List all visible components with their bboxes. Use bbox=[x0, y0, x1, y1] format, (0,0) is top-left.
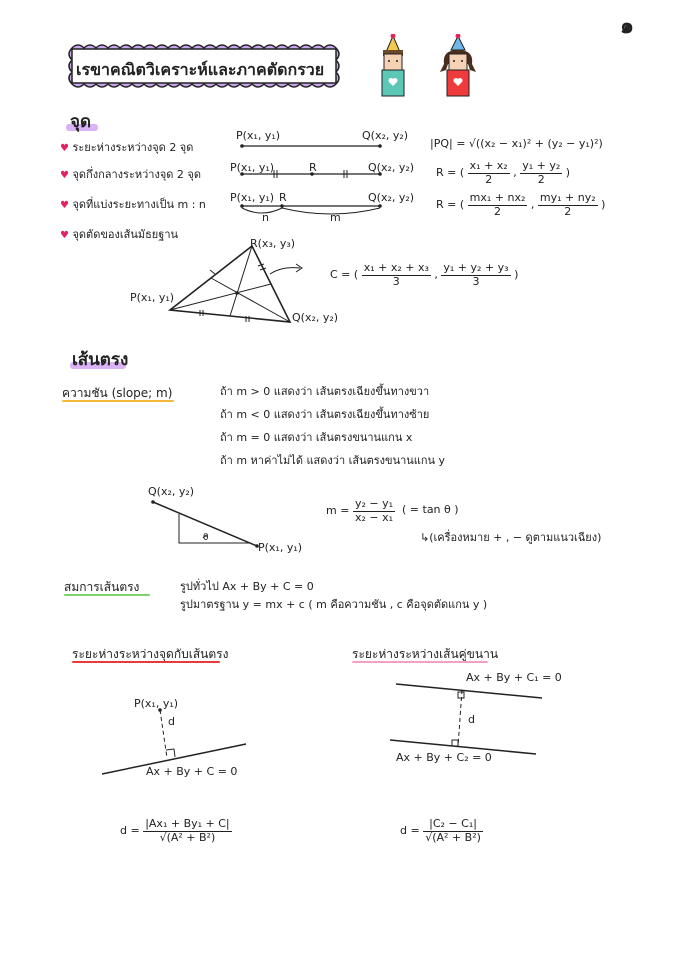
points-heading: จุด bbox=[70, 112, 92, 132]
slope-label: ความชัน (slope; m) bbox=[62, 386, 173, 400]
boy-character-icon bbox=[376, 34, 410, 100]
tan-theta-note: ( = tan θ ) bbox=[402, 503, 459, 516]
sign-note: ↳(เครื่องหมาย + , − ดูตามแนวเฉียง) bbox=[420, 531, 602, 544]
section-formula: R = ( $\frac{\text{mx₁ + nx₂}}{2}$ , $\frac{\text{my₁ + ny₂}}{2}$ ) bbox=[436, 191, 606, 218]
page-title: เรขาคณิตวิเคราะห์และภาคตัดกรวย bbox=[76, 60, 325, 79]
girl-character-icon bbox=[436, 34, 480, 100]
point-q-label: Q(x₂, y₂) bbox=[368, 161, 415, 174]
slope-formula: m = $\frac{\text{y₂ − y₁}}{\text{x₂ − x₁}}$ bbox=[326, 497, 393, 524]
page-number: ๑ bbox=[620, 14, 634, 39]
point-p-label: P(x₁, y₁) bbox=[134, 697, 179, 710]
point-p-label: P(x₁, y₁) bbox=[230, 161, 275, 174]
list-item: ♥ ระยะห่างระหว่างจุด 2 จุด bbox=[60, 141, 194, 154]
slope-rule: ถ้า m = 0 แสดงว่า เส้นตรงขนานแกน x bbox=[220, 431, 413, 444]
list-item: ♥ จุดตัดของเส้นมัธยฐาน bbox=[60, 228, 179, 241]
distance-parallel-heading: ระยะห่างระหว่างเส้นคู่ขนาน bbox=[352, 647, 499, 661]
point-q-label: Q(x₂, y₂) bbox=[368, 191, 415, 204]
slope-label-underline bbox=[62, 400, 174, 402]
d-label: d bbox=[468, 713, 475, 726]
heart-bullet-icon: ♥ bbox=[60, 143, 69, 154]
slope-q-label: Q(x₂, y₂) bbox=[148, 485, 195, 498]
triangle-r-label: R(x₃, y₃) bbox=[250, 237, 296, 250]
list-item: ♥ จุดที่แบ่งระยะทางเป็น m : n bbox=[60, 198, 206, 211]
point-q-label: Q(x₂, y₂) bbox=[362, 129, 409, 142]
equation-standard: รูปมาตรฐาน y = mx + c ( m คือความชัน , c คือจุดตัดแกน y ) bbox=[180, 598, 488, 611]
slope-rule: ถ้า m < 0 แสดงว่า เส้นตรงเฉียงขึ้นทางซ้าย bbox=[220, 408, 430, 421]
distance-point-line-heading: ระยะห่างระหว่างจุดกับเส้นตรง bbox=[72, 647, 229, 661]
point-p-label: P(x₁, y₁) bbox=[230, 191, 275, 204]
line2-equation: Ax + By + C₂ = 0 bbox=[396, 751, 492, 764]
distance-point-line-formula: d = $\frac{\text{|Ax₁ + By₁ + C|}}{\text{√(A² + B²)}}$ bbox=[120, 817, 230, 844]
theta-label: θ bbox=[203, 533, 209, 543]
point-r-label: R bbox=[279, 191, 287, 204]
equation-label: สมการเส้นตรง bbox=[64, 580, 140, 594]
ratio-m-label: m bbox=[330, 211, 341, 224]
line-equation-label: Ax + By + C = 0 bbox=[146, 765, 238, 778]
slope-rule: ถ้า m > 0 แสดงว่า เส้นตรงเฉียงขึ้นทางขวา bbox=[220, 385, 430, 398]
ratio-n-label: n bbox=[262, 211, 269, 224]
parallel-heading-underline bbox=[352, 661, 488, 663]
midpoint-formula: R = ( $\frac{\text{x₁ + x₂}}{2}$ , $\frac{\text{y₁ + y₂}}{2}$ ) bbox=[436, 159, 571, 186]
heart-bullet-icon: ♥ bbox=[60, 170, 69, 181]
heart-bullet-icon: ♥ bbox=[60, 230, 69, 241]
distance-parallel-formula: d = $\frac{\text{|C₂ − C₁|}}{\text{√(A² + B²)}}$ bbox=[400, 817, 481, 844]
equation-general: รูปทั่วไป Ax + By + C = 0 bbox=[180, 580, 314, 593]
slope-rule: ถ้า m หาค่าไม่ได้ แสดงว่า เส้นตรงขนานแกน y bbox=[220, 454, 446, 467]
point-p-label: P(x₁, y₁) bbox=[236, 129, 281, 142]
slope-p-label: P(x₁, y₁) bbox=[258, 541, 303, 554]
triangle-q-label: Q(x₂, y₂) bbox=[292, 311, 339, 324]
triangle-p-label: P(x₁, y₁) bbox=[130, 291, 175, 304]
lines-heading: เส้นตรง bbox=[72, 350, 129, 370]
distance-heading-underline bbox=[72, 661, 220, 663]
heart-bullet-icon: ♥ bbox=[60, 200, 69, 211]
centroid-formula: C = ( $\frac{\text{x₁ + x₂ + x₃}}{3}$ , $\frac{\text{y₁ + y₂ + y₃}}{3}$ ) bbox=[330, 261, 519, 288]
list-item: ♥ จุดกึ่งกลางระหว่างจุด 2 จุด bbox=[60, 168, 201, 181]
line1-equation: Ax + By + C₁ = 0 bbox=[466, 671, 562, 684]
d-label: d bbox=[168, 715, 175, 728]
equation-label-underline bbox=[64, 594, 150, 596]
distance-formula: |PQ| = √((x₂ − x₁)² + (y₂ − y₁)²) bbox=[430, 137, 603, 150]
point-r-label: R bbox=[309, 161, 317, 174]
